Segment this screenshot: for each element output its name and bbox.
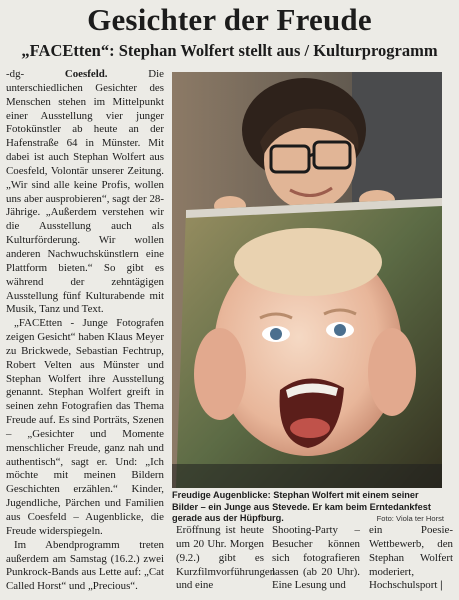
article-column-1 xyxy=(6,68,164,594)
photo-credit: Foto: Viola ter Horst xyxy=(376,514,444,523)
paragraph-1-text: Die unterschiedlichen Gesichter des Menschen stehen im Mittelpunkt einer Ausstellung vier junger Fotokünstler ab heute an der Hafenstraße 64 in Münster. Mit dabei ist auch Stephan Wolfert aus Coesfeld, Volontär unserer Zeitung. „Wir sind alle keine Profis, wollen uns aber ausprobieren“, sagt der 28-Jährige. „Außerdem verstehen wir die Ausstellung auch als Kulturförderung. Wir wollen anderen Nachwuchskünstlern eine Plattform bieten.“ So gibt es während der zehntägigen Ausstellung fünf Kulturabende mit Musik, Tanz und Text. xyxy=(6,68,164,316)
article-column-4 xyxy=(369,524,453,593)
paragraph-3-continued: Eröffnung ist heute um 20 Uhr. Morgen (9.2.) gibt es Kurzfilmvorführungen und eine xyxy=(176,524,276,592)
subheadline: „FACEtten“: Stephan Wolfert stellt aus / Kulturprogramm xyxy=(21,41,438,60)
headline: Gesichter der Freude xyxy=(87,2,372,37)
paragraph-1 xyxy=(6,68,164,317)
paragraph-2: „FACEtten - Junge Fotografen zeigen Gesicht“ haben Klaus Meyer zu Brickwede, Sebastian Fechtrup, Robert Velten aus Münster und Stephan Wolfert ihre Ausstellung genannt. Stephan Wolfert greift in seinen zehn Fotografien das Thema Freude auf. Es sind Porträts, Szenen – „Gesichter und Momente menschlicher Freude, ganz nah und authentisch“, sagt er. Und: „Ich möchte mit meinen Bildern Geschichten erzählen.“ Kinder, Jugendliche, Pärchen und Familien aus Coesfeld – Augenblicke, die Freude widerspiegeln. xyxy=(6,317,164,537)
paragraph-3-continued: ein Poesie-Wettbewerb, den Stephan Wolfert moderiert, Hochschulsport | xyxy=(369,524,453,592)
article-photo xyxy=(172,72,442,488)
photo-caption: Freudige Augenblicke: Stephan Wolfert mit einem seiner Bilder – ein Junge aus Stevede. Er kam beim Erntedankfest gerade aus der Hüpfburg. xyxy=(172,490,431,523)
article-column-3 xyxy=(272,524,360,593)
website-link[interactable]: | xyxy=(437,579,443,592)
article-column-2 xyxy=(176,524,276,593)
dateline: -dg- xyxy=(6,68,65,80)
paragraph-3-continued: Shooting-Party – Besucher können sich fotografieren lassen (ab 20 Uhr). Eine Lesung und xyxy=(272,524,360,592)
paragraph-3: Im Abendprogramm treten außerdem am Samstag (16.2.) zwei Punkrock-Bands aus Lette auf: „Cat Called Horst“ und „Precious“. xyxy=(6,538,164,593)
dateline-place: Coesfeld. xyxy=(64,68,108,80)
